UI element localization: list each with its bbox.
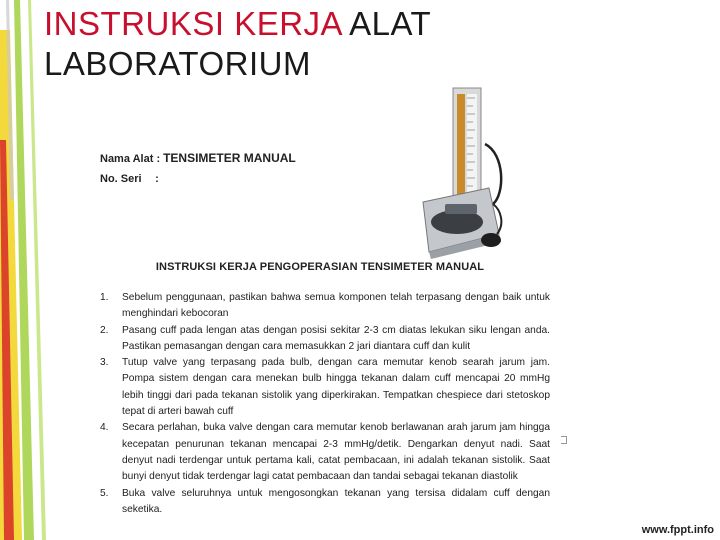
step-text: Tutup valve yang terpasang pada bulb, dengan cara memutar kenob searah jarum jam. Pompa sistem dengan cara menekan bulb hingga tekanan dalam cuff mencapai 20 mmHg lebih tinggi dari pada tekanan sistolik yang diperkirakan. Tempatkan chespiece dari stetoskop tepat di arteri bawah cuff [122,357,550,418]
step-text: Buka valve seluruhnya untuk mengosongkan tekanan yang tersisa didalam cuff dengan seketika. [122,487,550,515]
step-number: 3. [100,357,109,369]
list-item [98,486,550,519]
list-item [98,420,550,485]
step-number: 2. [100,324,109,336]
document-heading: INSTRUKSI KERJA PENGOPERASIAN TENSIMETER MANUAL [155,261,485,273]
device-info [100,148,296,189]
device-name-row [100,148,296,169]
instruction-document [90,84,577,516]
list-item [98,290,550,323]
title-accent: INSTRUKSI KERJA [44,5,342,42]
step-text: Secara perlahan, buka valve dengan cara memutar kenob berlawanan arah jarum jam hingga kecepatan penurunan tekanan mencapai 2-3 mmHg/detik. Dengarkan denyut nadi. Saat denyut nadi terdengar untuk pertama kali, catat pembacaan, ini adalah tekanan sistolik. Saat bunyi denyut tidak terdengar lagi catat pembacaan dan tandai sebagai tekanan diastolik [122,422,550,483]
step-number: 1. [100,292,109,303]
sphygmomanometer-image [405,84,515,259]
slide-title [44,4,564,84]
side-bracket-mark [561,436,567,444]
serial-row [100,169,296,189]
step-text: Pasang cuff pada lengan atas dengan posisi sekitar 2-3 cm diatas lekukan siku lengan anda. Pastikan pemasangan dengan cara memasukkan 2 jari diantara cuff dan kulit [122,324,550,352]
footer-logo: www.fppt.info [641,524,714,536]
title-rest: ALAT LABORATORIUM [44,5,431,82]
step-text: Sebelum penggunaan, pastikan bahwa semua komponen telah terpasang dengan baik untuk menghindari kebocoran [122,292,550,320]
step-number: 5. [100,487,109,499]
step-number: 4. [100,422,109,434]
list-item [98,355,550,420]
serial-label: No. Seri [100,173,142,185]
device-name-label: Nama Alat : [100,153,161,165]
instruction-steps [98,290,550,518]
list-item [98,323,550,356]
serial-value: : [155,173,159,185]
device-name-value: TENSIMETER MANUAL [163,151,296,165]
